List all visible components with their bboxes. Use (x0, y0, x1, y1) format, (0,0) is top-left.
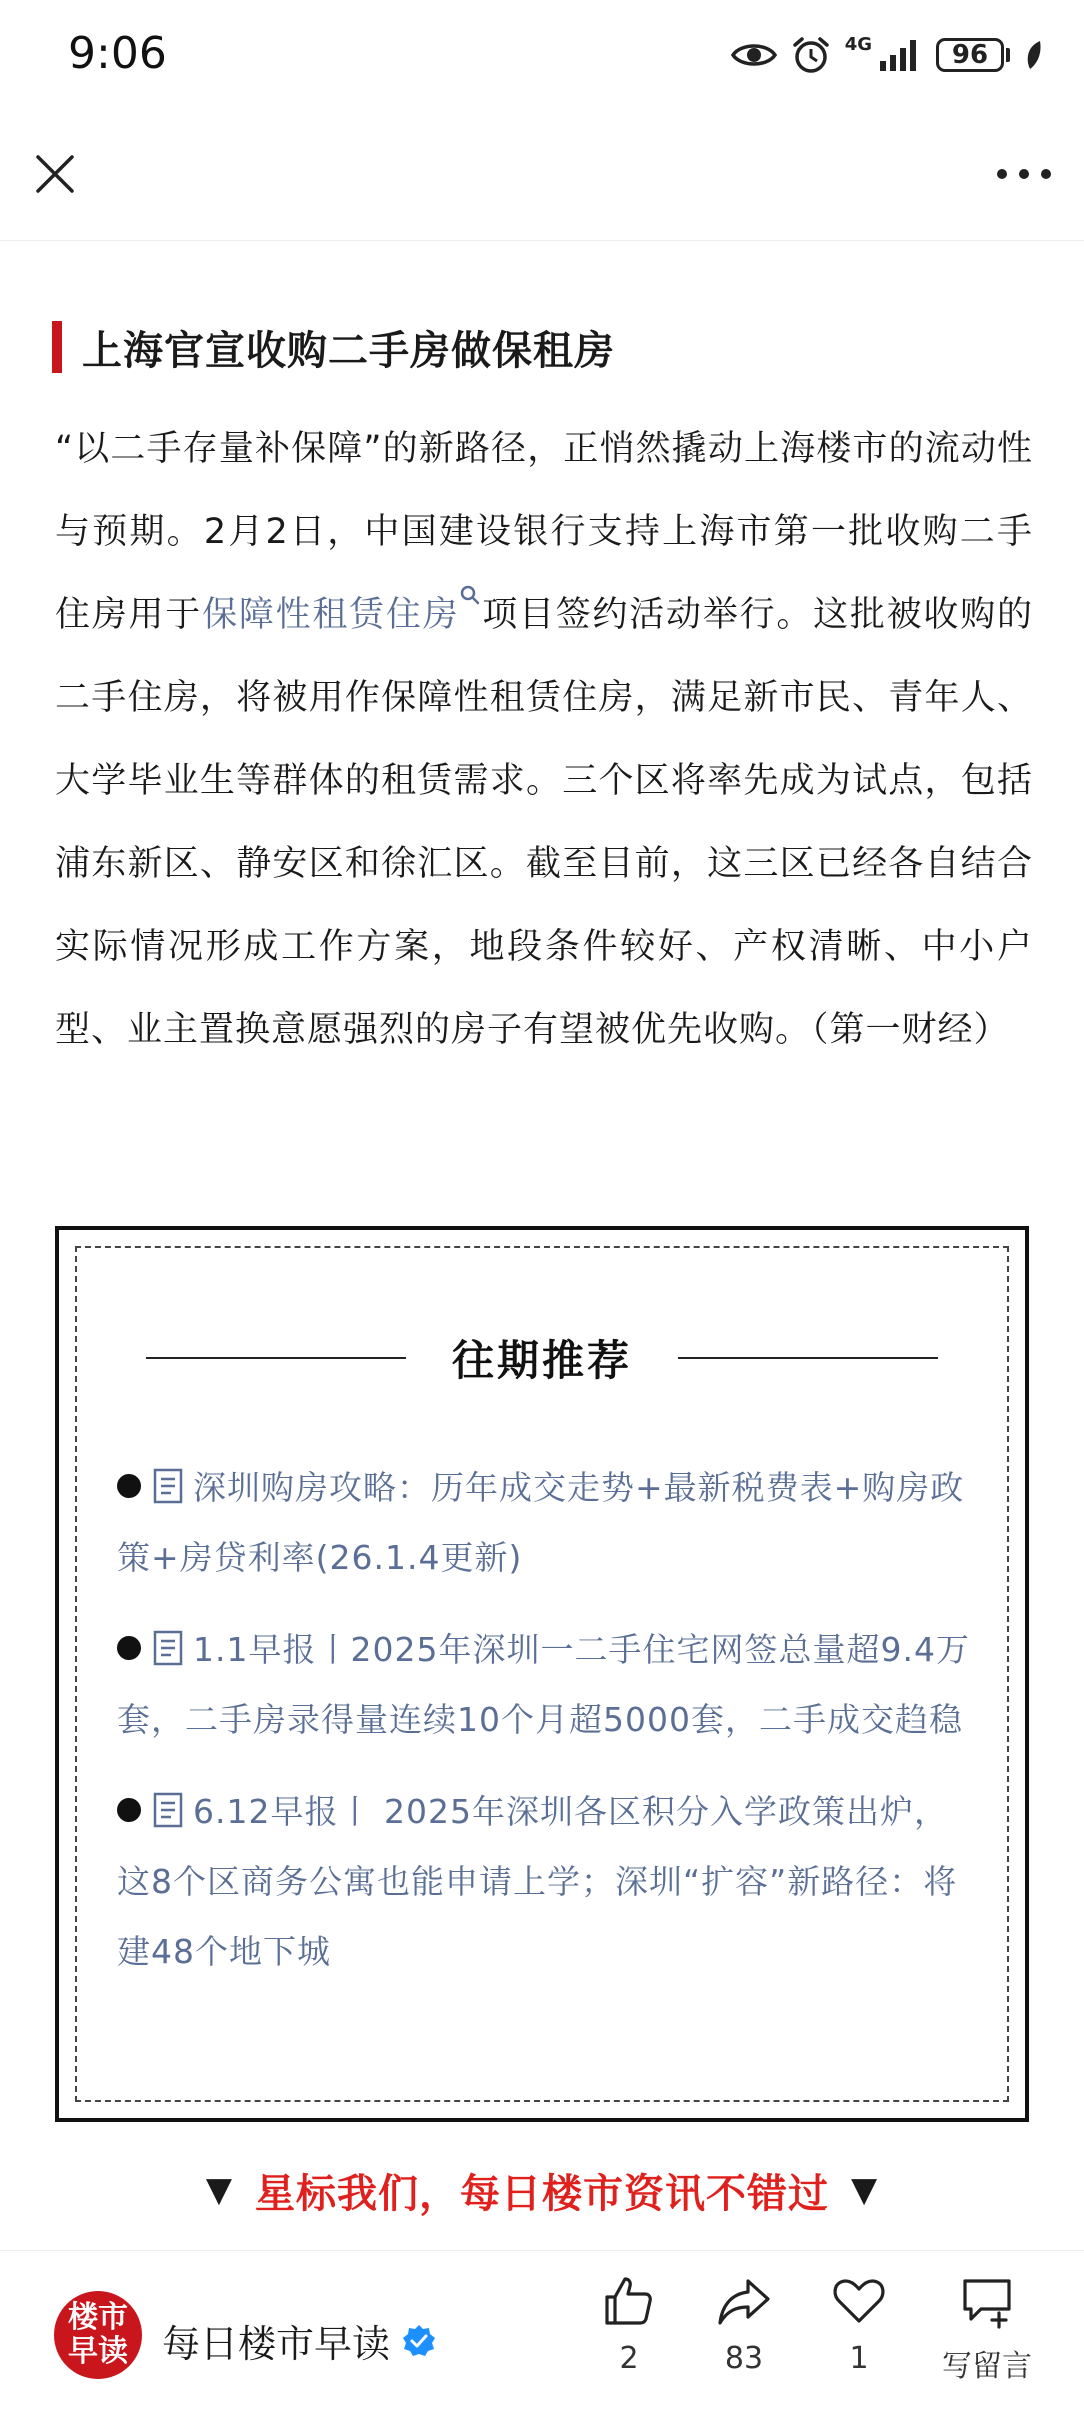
document-icon (153, 1792, 183, 1828)
star-banner-text: 星标我们，每日楼市资讯不错过 (255, 2170, 829, 2217)
more-icon (994, 161, 1054, 187)
battery-level: 96 (936, 38, 1004, 72)
battery-tip (1006, 48, 1010, 62)
battery-indicator (936, 38, 1010, 72)
eye-icon (731, 39, 777, 71)
account-name[interactable] (162, 2313, 436, 2368)
close-button[interactable] (30, 149, 80, 199)
header-divider-right (678, 1357, 938, 1359)
comment-icon (959, 2273, 1015, 2329)
comment-label: 写留言 (942, 2349, 1032, 2384)
verified-badge-icon (402, 2324, 436, 2358)
status-time: 9:06 (68, 28, 167, 79)
bullet-icon (117, 1798, 141, 1822)
body-text-2: 项目签约活动举行。这批被收购的二手住房，将被用作保障性租赁住房，满足新市民、青年人、大学毕业生等群体的租赁需求。三个区将率先成为试点，包括浦东新区、静安区和徐汇区。截至目前，这三区已经各自结合实际情况形成工作方案，地段条件较好、产权清晰、中小户型、业主置换意愿强烈的房子有望被优先收购。（第一财经） (55, 595, 1033, 1050)
like-button[interactable] (574, 2273, 684, 2376)
avatar-text-line1: 楼市 (68, 2300, 128, 2335)
body-text-1: “以二手存量补保障”的新路径，正悄然撬动上海楼市的流动性与预期。2月2日，中国建设银行支持上海市第一批收购二手住房用于 (55, 429, 1033, 635)
recommend-item[interactable] (117, 1777, 971, 1987)
recommend-list (117, 1453, 971, 2009)
signal-icon (878, 37, 922, 73)
triangle-down-icon: ▼ (851, 2170, 879, 2210)
account-name-text: 每日楼市早读 (162, 2322, 391, 2366)
leaf-icon (1024, 39, 1044, 71)
recommend-item[interactable] (117, 1615, 971, 1755)
header-divider-left (146, 1357, 406, 1359)
recommend-item-text: 1.1早报丨2025年深圳一二手住宅网签总量超9.4万套，二手房录得量连续10个月超5000套，二手成交趋稳 (117, 1630, 970, 1739)
title-accent-bar (52, 321, 62, 373)
bottom-action-bar (0, 2250, 1084, 2413)
status-bar (0, 0, 1084, 110)
share-button[interactable] (689, 2273, 799, 2376)
recommend-inner-frame (75, 1246, 1009, 2102)
top-nav (0, 125, 1084, 241)
recommend-item-text: 6.12早报丨 2025年深圳各区积分入学政策出炉，这8个区商务公寓也能申请上学；深圳“扩容”新路径：将建48个地下城 (117, 1792, 958, 1971)
recommend-title: 往期推荐 (451, 1336, 632, 1385)
more-options-button[interactable] (994, 161, 1054, 187)
share-count: 83 (724, 2341, 764, 2376)
bullet-icon (117, 1636, 141, 1660)
triangle-down-icon: ▼ (205, 2170, 233, 2210)
network-type-label: 4G (844, 34, 872, 55)
article-body (55, 408, 1033, 1072)
recommend-header (77, 1328, 1007, 1388)
recommend-item-text: 深圳购房攻略：历年成交走势+最新税费表+购房政策+房贷利率(26.1.4更新) (117, 1468, 965, 1577)
like-count: 2 (619, 2341, 639, 2376)
avatar[interactable] (54, 2291, 142, 2379)
section-title-text: 上海官宣收购二手房做保租房 (82, 327, 615, 374)
close-icon (30, 149, 80, 199)
alarm-icon (791, 35, 831, 75)
bullet-icon (117, 1474, 141, 1498)
write-comment-button[interactable] (922, 2273, 1052, 2385)
favorite-count: 1 (849, 2341, 869, 2376)
thumbs-up-icon (601, 2273, 657, 2329)
keyword-link[interactable]: 保障性租赁住房 (202, 595, 460, 635)
section-title (52, 320, 615, 374)
heart-icon (831, 2273, 887, 2329)
document-icon (153, 1630, 183, 1666)
favorite-button[interactable] (804, 2273, 914, 2376)
share-icon (716, 2273, 772, 2329)
search-icon[interactable] (459, 584, 481, 606)
document-icon (153, 1468, 183, 1504)
star-banner (0, 2160, 1084, 2220)
recommend-item[interactable] (117, 1453, 971, 1593)
status-icons (731, 30, 1044, 80)
avatar-text-line2: 早读 (68, 2334, 128, 2369)
recommend-box (55, 1226, 1029, 2122)
